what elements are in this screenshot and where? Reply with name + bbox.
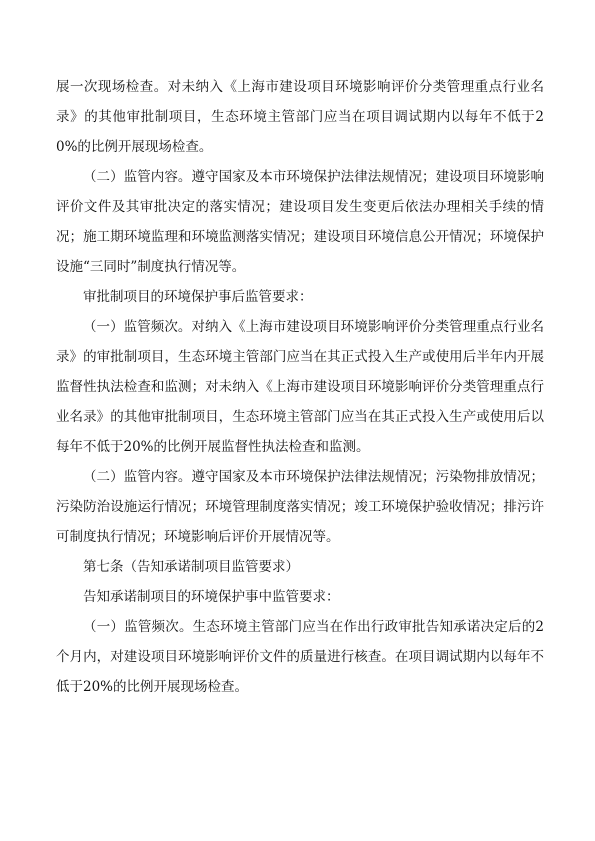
article-seven-heading: 第七条（告知承诺制项目监管要求） — [83, 559, 299, 575]
paragraph-post-supervision-frequency: （一）监管频次。对纳入《上海市建设项目环境影响评价分类管理重点行业名录》的审批制项目，生态环境主管部门应当在其正式投入生产或使用后半年内开展监督性执法检查和监测；对未纳入《上海市建设项目环境影响评价分类管理重点行业名录》的其他审批制项目，生态环境主管部门应当在其正式投入生产或使用后以每年不低于20%的比例开展监督性执法检查和监测。 — [56, 319, 544, 455]
paragraph-notification-commitment-frequency: （一）监管频次。生态环境主管部门应当在作出行政审批告知承诺决定后的2个月内，对建设项目环境影响评价文件的质量进行核查。在项目调试期内以每年不低于20%的比例开展现场检查。 — [56, 619, 544, 695]
paragraph-continuation: 展一次现场检查。对未纳入《上海市建设项目环境影响评价分类管理重点行业名录》的其他审批制项目，生态环境主管部门应当在项目调试期内以每年不低于20%的比例开展现场检查。 — [56, 79, 544, 155]
document-page — [56, 72, 544, 702]
paragraph-post-supervision-content: （二）监管内容。遵守国家及本市环境保护法律法规情况；污染物排放情况；污染防治设施运行情况；环境管理制度落实情况；竣工环境保护验收情况；排污许可制度执行情况；环境影响后评价开展情况等。 — [56, 469, 544, 545]
paragraph-supervision-content: （二）监管内容。遵守国家及本市环境保护法律法规情况；建设项目环境影响评价文件及其审批决定的落实情况；建设项目发生变更后依法办理相关手续的情况；施工期环境监理和环境监测落实情况；建设项目环境信息公开情况；环境保护设施“三同时”制度执行情况等。 — [56, 169, 544, 275]
paragraph-notification-commitment-heading: 告知承诺制项目的环境保护事中监管要求： — [83, 589, 340, 605]
paragraph-post-supervision-heading: 审批制项目的环境保护事后监管要求： — [83, 289, 313, 305]
